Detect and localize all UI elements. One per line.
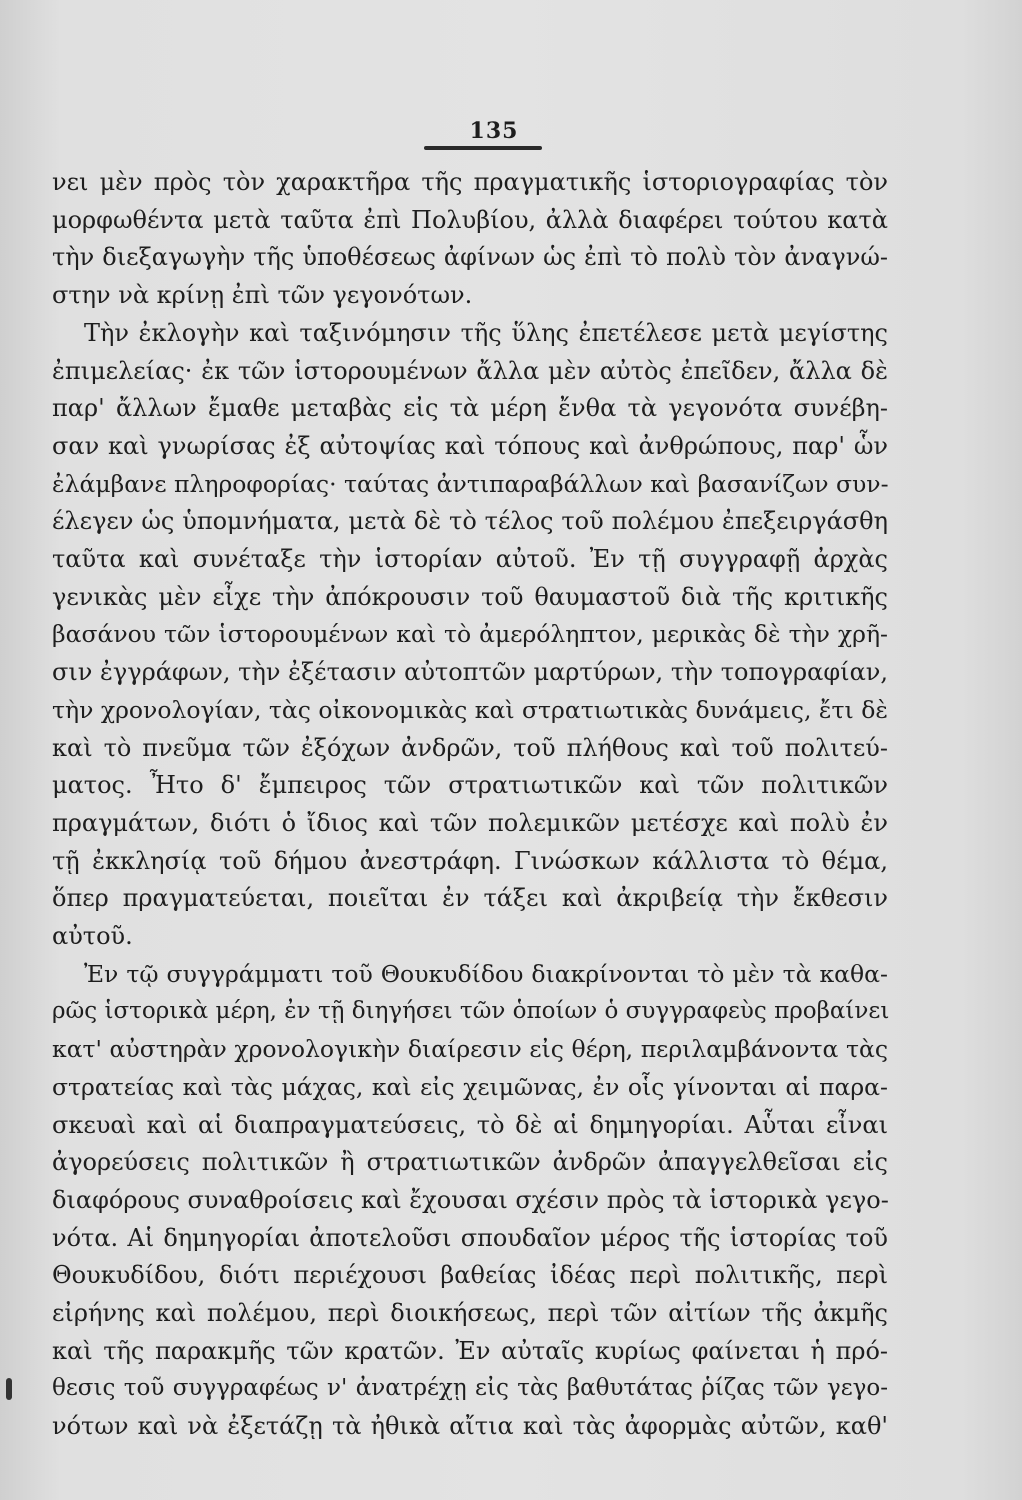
text-line: νότων καὶ νὰ ἐξετάζῃ τὰ ἠθικὰ αἴτια καὶ τὰς ἀφορμὰς αὐτῶν, καθ' (52, 1412, 888, 1441)
text-line: στην νὰ κρίνῃ ἐπὶ τῶν γεγονότων. (52, 281, 473, 310)
text-line: πραγμάτων, διότι ὁ ἴδιος καὶ τῶν πολεμικῶν μετέσχε καὶ πολὺ ἐν (52, 808, 888, 837)
text-line: ἐπιμελείας· ἐκ τῶν ἱστορουμένων ἄλλα μὲν αὐτὸς ἐπεῖδεν, ἄλλα δὲ (52, 356, 888, 385)
text-line: κατ' αὐστηρὰν χρονολογικὴν διαίρεσιν εἰς θέρη, περιλαμβάνοντα τὰς (52, 1035, 888, 1064)
text-line: νει μὲν πρὸς τὸν χαρακτῆρα τῆς πραγματικῆς ἱστοριογραφίας τὸν (52, 168, 888, 196)
text-line: ματος. Ἦτο δ' ἔμπειρος τῶν στρατιωτικῶν καὶ τῶν πολιτικῶν (52, 771, 888, 800)
text-line: σκευαὶ καὶ αἱ διαπραγματεύσεις, τὸ δὲ αἱ δημηγορίαι. Αὗται εἶναι (52, 1110, 888, 1139)
text-line: σαν καὶ γνωρίσας ἐξ αὐτοψίας καὶ τόπους καὶ ἀνθρώπους, παρ' ὧν (52, 431, 888, 460)
text-line: ρῶς ἱστορικὰ μέρη, ἐν τῇ διηγήσει τῶν ὁποίων ὁ συγγραφεὺς προβαίνει (52, 998, 890, 1025)
text-line: ἐλάμβανε πληροφορίας· ταύτας ἀντιπαραβάλλων καὶ βασανίζων συν- (52, 469, 889, 498)
text-line: Τὴν ἐκλογὴν καὶ ταξινόμησιν τῆς ὕλης ἐπετέλεσε μετὰ μεγίστης (84, 318, 888, 347)
text-line: διαφόρους συναθροίσεις καὶ ἔχουσαι σχέσιν πρὸς τὰ ἱστορικὰ γεγο- (52, 1185, 889, 1214)
text-line: ὅπερ πραγματεύεται, ποιεῖται ἐν τάξει καὶ ἀκριβείᾳ τὴν ἔκθεσιν (52, 884, 888, 913)
text-line: τὴν χρονολογίαν, τὰς οἰκονομικὰς καὶ στρατιωτικὰς δυνάμεις, ἔτι δὲ (52, 695, 888, 724)
text-line: σιν ἐγγράφων, τὴν ἐξέτασιν αὐτοπτῶν μαρτύρων, τὴν τοπογραφίαν, (52, 658, 888, 687)
text-line: τὴν διεξαγωγὴν τῆς ὑποθέσεως ἀφίνων ὡς ἐπὶ τὸ πολὺ τὸν ἀναγνώ- (52, 243, 888, 272)
text-line: καὶ τῆς παρακμῆς τῶν κρατῶν. Ἐν αὐταῖς κυρίως φαίνεται ἡ πρό- (52, 1336, 888, 1365)
text-line: ταῦτα καὶ συνέταξε τὴν ἱστορίαν αὐτοῦ. Ἐν τῇ συγγραφῇ ἀρχὰς (52, 545, 888, 573)
text-line: τῇ ἐκκλησίᾳ τοῦ δήμου ἀνεστράφη. Γινώσκων κάλλιστα τὸ θέμα, (52, 846, 888, 875)
text-line: έλεγεν ὡς ὑπομνήματα, μετὰ δὲ τὸ τέλος τοῦ πολέμου ἐπεξειργάσθη (52, 507, 888, 536)
text-line: ἀγορεύσεις πολιτικῶν ἢ στρατιωτικῶν ἀνδρῶν ἀπαγγελθεῖσαι εἰς (52, 1148, 888, 1177)
text-line: Ἐν τῷ συγγράμματι τοῦ Θουκυδίδου διακρίνονται τὸ μὲν τὰ καθα- (84, 959, 888, 988)
text-line: μορφωθέντα μετὰ ταῦτα ἐπὶ Πολυβίου, ἀλλὰ διαφέρει τούτου κατὰ (52, 205, 888, 234)
text-line: παρ' ἄλλων ἔμαθε μεταβὰς εἰς τὰ μέρη ἔνθα τὰ γεγονότα συνέβη- (52, 394, 888, 423)
text-line: εἰρήνης καὶ πολέμου, περὶ διοικήσεως, περὶ τῶν αἰτίων τῆς ἀκμῆς (52, 1299, 888, 1327)
text-line: Θουκυδίδου, διότι περιέχουσι βαθείας ἰδέας περὶ πολιτικῆς, περὶ (52, 1261, 888, 1290)
text-line: στρατείας καὶ τὰς μάχας, καὶ εἰς χειμῶνας, ἐν οἷς γίνονται αἱ παρα- (52, 1072, 888, 1101)
text-line: νότα. Αἱ δημηγορίαι ἀποτελοῦσι σπουδαῖον μέρος τῆς ἱστορίας τοῦ (52, 1223, 888, 1252)
text-line: βασάνου τῶν ἱστορουμένων καὶ τὸ ἀμερόληπτον, μερικὰς δὲ τὴν χρῆ- (52, 620, 888, 649)
text-line: θεσις τοῦ συγγραφέως ν' ἀνατρέχῃ εἰς τὰς βαθυτάτας ῥίζας τῶν γεγο- (52, 1375, 888, 1402)
text-line: καὶ τὸ πνεῦμα τῶν ἐξόχων ἀνδρῶν, τοῦ πλήθους καὶ τοῦ πολιτεύ- (52, 733, 888, 762)
text-line: γενικὰς μὲν εἶχε τὴν ἀπόκρουσιν τοῦ θαυμαστοῦ διὰ τῆς κριτικῆς (52, 582, 888, 611)
text-line: αὐτοῦ. (52, 922, 133, 950)
page-number: 135 (469, 118, 519, 144)
